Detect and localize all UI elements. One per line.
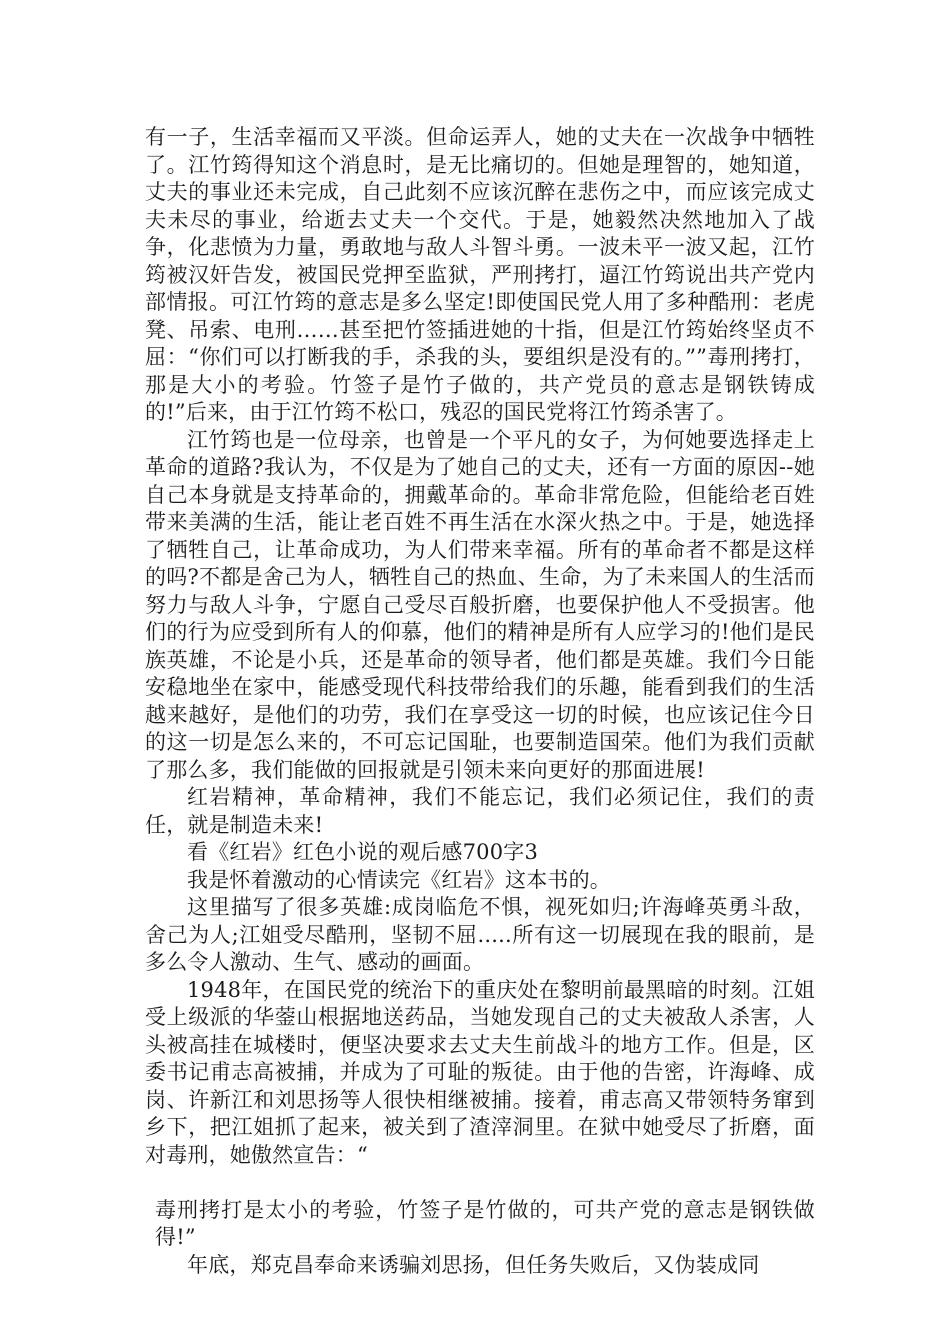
paragraph-quote: 毒刑拷打是太小的考验，竹签子是竹做的，可共产党的意志是钢铁做得!”: [155, 1197, 815, 1249]
paragraph-heroes: 这里描写了很多英雄:成岗临危不惧，视死如归;许海峰英勇斗敌，舍己为人;江姐受尽酷刑，坚韧不屈.....所有这一切展现在我的眼前，是多么令人激动、生气、感动的画面。: [145, 895, 815, 974]
paragraph-last: 年底，郑克昌奉命来诱骗刘思扬，但任务失败后，又伪装成同: [187, 1252, 760, 1277]
paragraph-intro: 我是怀着激动的心情读完《红岩》这本书的。: [187, 867, 611, 892]
paragraph-conclusion: 红岩精神，革命精神，我们不能忘记，我们必须记住，我们的责任，就是制造未来!: [145, 785, 815, 837]
section-heading: 看《红岩》红色小说的观后感700字3: [187, 840, 539, 864]
document-body: [145, 124, 815, 1279]
blank-line: [145, 1169, 815, 1197]
paragraph-story: 1948年，在国民党的统治下的重庆处在黎明前最黑暗的时刻。江姐受上级派的华蓥山根据地送药品，当她发现自己的丈夫被敌人杀害，人头被高挂在城楼时，便坚决要求去丈夫生前战斗的地方工作。但是，区委书记甫志高被捕，并成为了可耻的叛徒。由于他的告密，许海峰、成岗、许新江和刘思扬等人很快相继被捕。接着，甫志高又带领特务窜到乡下，把江姐抓了起来，被关到了渣滓洞里。在狱中她受尽了折磨，面对毒刑，她傲然宣告：“: [145, 977, 815, 1167]
paragraph-reflection: 江竹筠也是一位母亲，也曾是一个平凡的女子，为何她要选择走上革命的道路?我认为，不仅是为了她自己的丈夫，还有一方面的原因--她自己本身就是支持革命的，拥戴革命的。革命非常危险，但能给老百姓带来美满的生活，能让老百姓不再生活在水深火热之中。于是，她选择了牺牲自己，让革命成功，为人们带来幸福。所有的革命者不都是这样的吗?不都是舍己为人，牺牲自己的热血、生命，为了未来国人的生活而努力与敌人斗争，宁愿自己受尽百般折磨，也要保护他人不受损害。他们的行为应受到所有人的仰慕，他们的精神是所有人应学习的!他们是民族英雄，不论是小兵，还是革命的领导者，他们都是英雄。我们今日能安稳地坐在家中，能感受现代科技带给我们的乐趣，能看到我们的生活越来越好，是他们的功劳，我们在享受这一切的时候，也应该记住今日的这一切是怎么来的，不可忘记国耻，也要制造国荣。他们为我们贡献了那么多，我们能做的回报就是引领未来向更好的那面进展!: [145, 427, 815, 782]
paragraph-continuation: 有一子，生活幸福而又平淡。但命运弄人，她的丈夫在一次战争中牺牲了。江竹筠得知这个消息时，是无比痛切的。但她是理智的，她知道，丈夫的事业还未完成，自己此刻不应该沉醉在悲伤之中，而应该完成丈夫未尽的事业，给逝去丈夫一个交代。于是，她毅然决然地加入了战争，化悲愤为力量，勇敢地与敌人斗智斗勇。一波未平一波又起，江竹筠被汉奸告发，被国民党押至监狱，严刑拷打，逼江竹筠说出共产党内部情报。可江竹筠的意志是多么坚定!即使国民党人用了多种酷刑：老虎凳、吊索、电刑……甚至把竹签插进她的十指，但是江竹筠始终坚贞不屈：“你们可以打断我的手，杀我的头，要组织是没有的。””毒刑拷打，那是大小的考验。竹签子是竹子做的，共产党员的意志是钢铁铸成的!”后来，由于江竹筠不松口，残忍的国民党将江竹筠杀害了。: [145, 125, 815, 424]
